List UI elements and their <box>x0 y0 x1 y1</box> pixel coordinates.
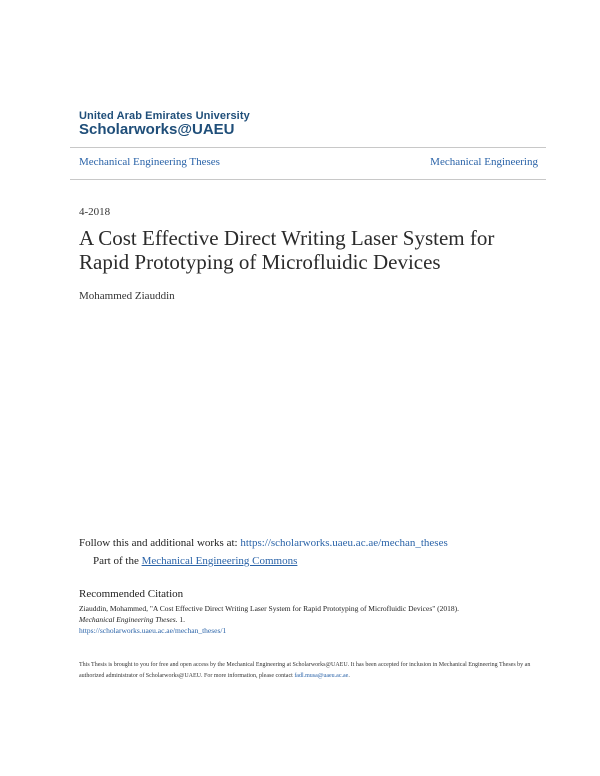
recommended-citation-heading: Recommended Citation <box>79 588 184 600</box>
contact-email-link[interactable]: fadl.musa@uaeu.ac.ae <box>294 673 349 679</box>
citation-number: . 1. <box>175 615 186 624</box>
part-of-line <box>93 555 297 567</box>
university-name: United Arab Emirates University <box>79 110 250 122</box>
citation-journal: Mechanical Engineering Theses <box>79 615 176 624</box>
document-title <box>79 226 539 274</box>
publication-date: 4-2018 <box>79 206 111 218</box>
series-link[interactable]: Mechanical Engineering Theses <box>79 156 220 168</box>
title-line-1: A Cost Effective Direct Writing Laser System for <box>79 226 495 250</box>
nav-divider <box>70 179 546 180</box>
collection-url-link[interactable]: https://scholarworks.uaeu.ac.ae/mechan_theses <box>240 537 448 549</box>
footer-end: . <box>348 673 350 679</box>
citation-block <box>79 603 459 636</box>
department-link[interactable]: Mechanical Engineering <box>430 156 538 168</box>
citation-url-link[interactable]: https://scholarworks.uaeu.ac.ae/mechan_theses/1 <box>79 626 227 635</box>
follow-label: Follow this and additional works at: <box>79 537 238 549</box>
commons-link[interactable]: Mechanical Engineering Commons <box>141 555 298 567</box>
author-name: Mohammed Ziauddin <box>79 290 175 302</box>
footer-notice <box>79 660 539 682</box>
portal-name[interactable]: Scholarworks@UAEU <box>79 121 235 138</box>
citation-line-1: Ziauddin, Mohammed, "A Cost Effective Direct Writing Laser System for Rapid Prototyping of Microfluidic Devices" (2018). <box>79 604 460 613</box>
footer-text: This Thesis is brought to you for free and open access by the Mechanical Engineering at Scholarworks@UAEU. It has been accepted for inclusion in Mechanical Engineering Theses by an authorized administrator of Scholarworks@UAEU. For more information, please contact <box>79 662 531 679</box>
top-divider <box>70 147 546 148</box>
citation-line-2 <box>79 614 459 625</box>
part-of-label: Part of the <box>93 555 139 567</box>
title-line-2: Rapid Prototyping of Microfluidic Devices <box>79 250 441 274</box>
follow-line <box>79 537 448 549</box>
